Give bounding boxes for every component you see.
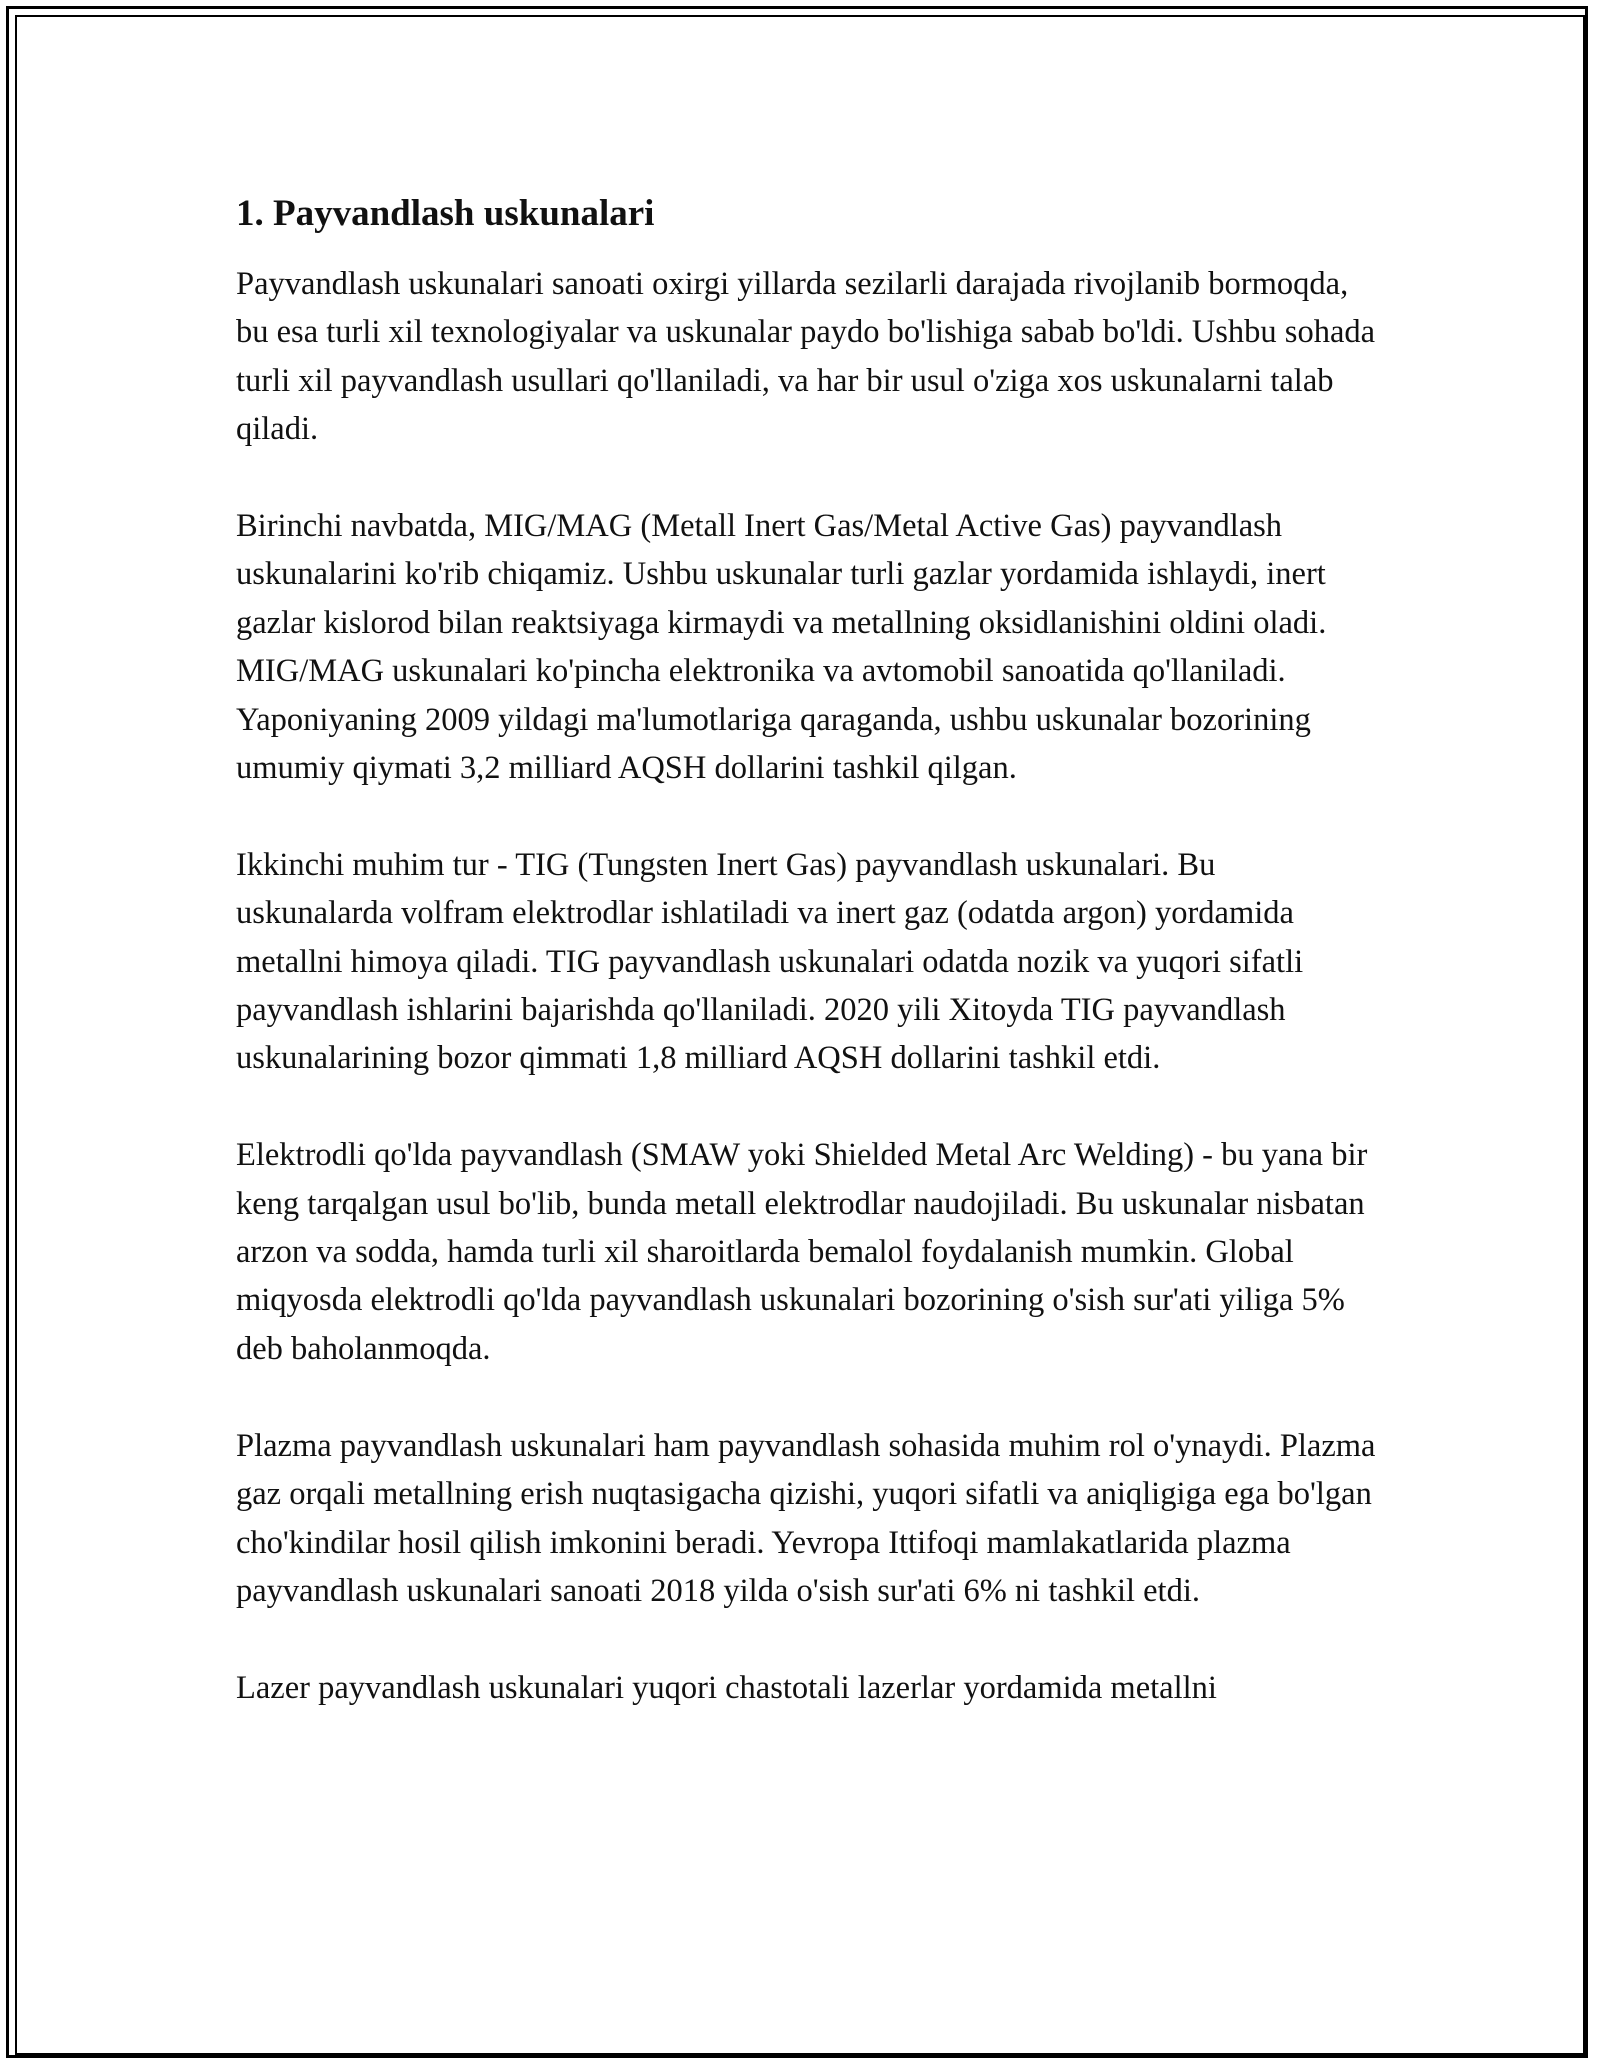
section-heading: 1. Payvandlash uskunalari [236,193,655,234]
paragraph-intro: Payvandlash uskunalari sanoati oxirgi yillarda sezilarli darajada rivojlanib bormoqda, bu esa turli xil texnologiyalar va uskunalar paydo bo'lishiga sabab bo'ldi. Ushbu sohada turli xil payvandlash usullari qo'llaniladi, va har bir usul o'ziga xos uskunalarni talab qiladi. [236,266,1376,448]
document-body [236,186,1376,1761]
paragraph-smaw: Elektrodli qo'lda payvandlash (SMAW yoki Shielded Metal Arc Welding) - bu yana bir keng tarqalgan usul bo'lib, bunda metall elektrodlar naudojiladi. Bu uskunalar nisbatan arzon va sodda, hamda turli xil sharoitlarda bemalol foydalanish mumkin. Global miqyosda elektrodli qo'lda payvandlash uskunalari bozorining o'sish sur'ati yiliga 5% deb baholanmoqda. [236,1137,1368,1367]
paragraph-tig: Ikkinchi muhim tur - TIG (Tungsten Inert Gas) payvandlash uskunalari. Bu uskunalarda volfram elektrodlar ishlatiladi va inert gaz (odatda argon) yordamida metallni himoya qiladi. TIG payvandlash uskunalari odatda nozik va yuqori sifatli payvandlash ishlarini bajarishda qo'llaniladi. 2020 yili Xitoyda TIG payvandlash uskunalarining bozor qimmati 1,8 milliard AQSH dollarini tashkil etdi. [236,846,1304,1077]
paragraph-plasma: Plazma payvandlash uskunalari ham payvandlash sohasida muhim rol o'ynaydi. Plazma gaz orqali metallning erish nuqtasigacha qizishi, yuqori sifatli va aniqligiga ega bo'lgan cho'kindilar hosil qilish imkonini beradi. Yevropa Ittifoqi mamlakatlarida plazma payvandlash uskunalari sanoati 2018 yilda o'sish sur'ati 6% ni tashkil etdi. [236,1427,1376,1609]
paragraph-mig-mag: Birinchi navbatda, MIG/MAG (Metall Inert Gas/Metal Active Gas) payvandlash uskunalarini ko'rib chiqamiz. Ushbu uskunalar turli gazlar yordamida ishlaydi, inert gazlar kislorod bilan reaktsiyaga kirmaydi va metallning oksidlanishini oldini oladi. MIG/MAG uskunalari ko'pincha elektronika va avtomobil sanoatida qo'llaniladi. Yaponiyaning 2009 yildagi ma'lumotlariga qaraganda, ushbu uskunalar bozorining umumiy qiymati 3,2 milliard AQSH dollarini tashkil qilgan. [236,508,1327,787]
paragraph-laser: Lazer payvandlash uskunalari yuqori chastotali lazerlar yordamida metallni [236,1669,1217,1706]
